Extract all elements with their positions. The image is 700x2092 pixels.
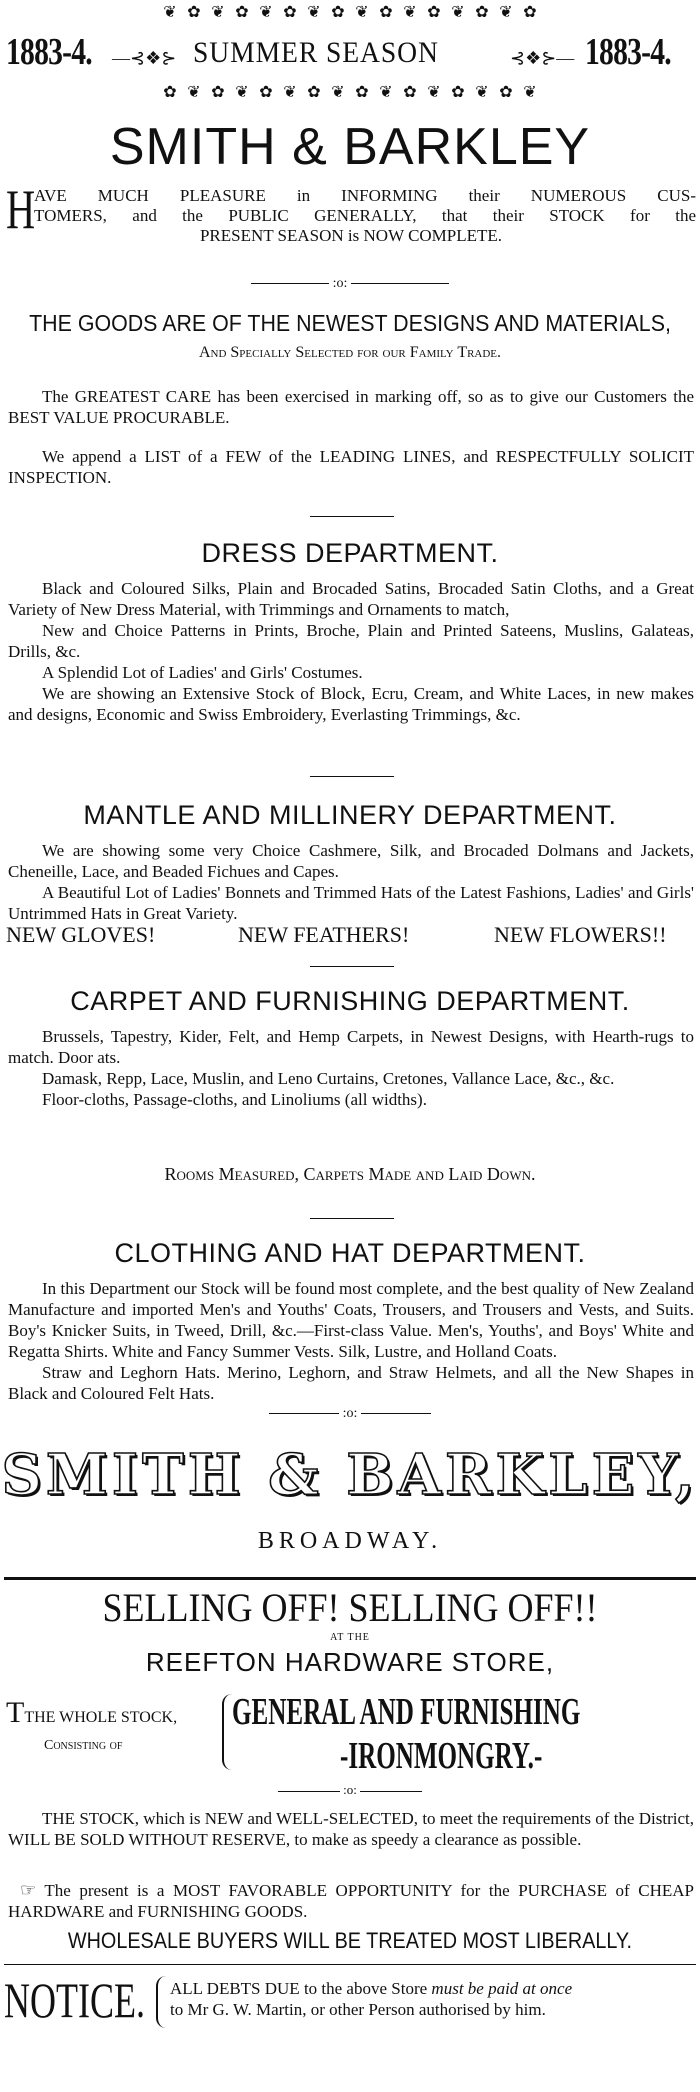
ornament-border-top: ❦ ✿ ❦ ✿ ❦ ✿ ❦ ✿ ❦ ✿ ❦ ✿ ❦ ✿ ❦ ✿	[163, 4, 537, 21]
whole-stock-text: TTHE WHOLE STOCK,	[6, 1696, 178, 1729]
consisting-of: Consisting of	[44, 1738, 123, 1753]
carpet-p2: Damask, Repp, Lace, Muslin, and Leno Curtains, Cretones, Vallance Lace, &c., &c.	[42, 1069, 615, 1088]
new-gloves: NEW GLOVES!	[6, 922, 156, 947]
notice-bracket	[156, 1976, 168, 2028]
store-name: REEFTON HARDWARE STORE,	[145, 1647, 555, 1677]
notice-heading: NOTICE.	[4, 1972, 145, 2028]
dress-dept-body	[0, 578, 700, 725]
short-rule-4	[310, 1218, 394, 1219]
new-feathers: NEW FEATHERS!	[238, 922, 410, 947]
general-furnishing: GENERAL AND FURNISHING	[232, 1691, 581, 1733]
divider-2: :o:	[0, 1406, 700, 1422]
goods-subline: And Specially Selected for our Family Trade.	[198, 344, 502, 361]
intro-line-2: TOMERS, and the PUBLIC GENERALLY, that their STOCK for the	[34, 206, 696, 225]
notice-line-2: to Mr G. W. Martin, or other Person authorised by him.	[170, 2000, 546, 2019]
carpet-p3: Floor-cloths, Passage-cloths, and Linoliums (all widths).	[42, 1090, 427, 1109]
notice-text	[170, 1978, 696, 2020]
append-text: We append a LIST of a FEW of the LEADING LINES, and RESPECTFULLY SOLICIT INSPECTION.	[8, 447, 694, 487]
dash-ornament-left: —⊰❖⊱	[112, 48, 177, 68]
mantle-p2: A Beautiful Lot of Ladies' Bonnets and Trimmed Hats of the Latest Fashions, Ladies' and Girls' Untrimmed Hats in Great Variety.	[8, 883, 694, 923]
section-separator	[4, 1577, 696, 1580]
season-banner	[0, 28, 700, 78]
notice-separator	[4, 1964, 696, 1965]
rooms-measured-line: Rooms Measured, Carpets Made and Laid Down.	[164, 1164, 536, 1184]
short-rule-2	[310, 776, 394, 777]
new-flowers: NEW FLOWERS!!	[494, 922, 667, 947]
mantle-p1: We are showing some very Choice Cashmere, Silk, and Brocaded Dolmans and Jackets, Cheneille, Lace, and Beaded Fichues and Capes.	[8, 841, 694, 881]
append-paragraph	[0, 446, 700, 488]
intro-paragraph	[6, 179, 696, 252]
mantle-dept-body	[0, 840, 700, 924]
notice-line-1: ALL DEBTS DUE to the above Store must be paid at once	[170, 1979, 573, 1998]
ornament-border-bottom: ✿ ❦ ✿ ❦ ✿ ❦ ✿ ❦ ✿ ❦ ✿ ❦ ✿ ❦ ✿ ❦	[163, 84, 537, 101]
carpet-dept-body	[0, 1026, 700, 1110]
stock-text: THE STOCK, which is NEW and WELL-SELECTED, to meet the requirements of the District, WILL BE SOLD WITHOUT RESERVE, to make as speedy a clearance as possible.	[8, 1809, 694, 1849]
mantle-dept-title: MANTLE AND MILLINERY DEPARTMENT.	[83, 800, 617, 830]
clothing-p1: In this Department our Stock will be found most complete, and the best quality of New Zealand Manufacture and imported Men's and Youths' Coats, Trousers, and Trousers and Vests, and Suits. Boy's Knicker Suits, in Tweed, Drill, &c.—First-class Value. Men's, Youths', and Boys' White and Regatta Shirts. White and Fancy Summer Vests. Silk, Lustre, and Holland Coats.	[8, 1279, 694, 1361]
dress-dept-title: DRESS DEPARTMENT.	[201, 538, 499, 568]
year-right: 1883-4.	[585, 31, 671, 73]
wholesale-line: WHOLESALE BUYERS WILL BE TREATED MOST LIBERALLY.	[67, 1928, 633, 1953]
divider-3: :o:	[0, 1782, 700, 1798]
care-paragraph	[0, 386, 700, 428]
footer-place: BROADWAY.	[257, 1528, 443, 1554]
season-title: SUMMER SEASON	[193, 36, 439, 69]
care-text: The GREATEST CARE has been exercised in marking off, so as to give our Customers the BEST VALUE PROCURABLE.	[8, 387, 694, 427]
present-paragraph	[0, 1880, 700, 1922]
at-the-label: AT THE	[330, 1632, 370, 1643]
clothing-dept-body	[0, 1278, 700, 1404]
dress-p4: We are showing an Extensive Stock of Block, Ecru, Cream, and White Laces, in new makes and designs, Economic and Swiss Embroidery, Everlasting Trimmings, &c.	[8, 684, 694, 724]
short-rule-3	[310, 966, 394, 967]
short-rule-1	[310, 516, 394, 517]
selling-off-headline: SELLING OFF! SELLING OFF!!	[102, 1585, 598, 1630]
intro-line-3: PRESENT SEASON is NOW COMPLETE.	[199, 226, 503, 245]
dress-p2: New and Choice Patterns in Prints, Broche, Plain and Printed Sateens, Muslins, Galateas, Drills, &c.	[8, 621, 694, 661]
carpet-p1: Brussels, Tapestry, Kider, Felt, and Hemp Carpets, in Newest Designs, with Hearth-rugs to match. Door ats.	[8, 1027, 694, 1067]
divider-1: :o:	[0, 276, 700, 292]
dash-ornament-right: ⊰❖⊱—	[510, 48, 575, 68]
pointing-hand-icon: ☞	[20, 1880, 37, 1900]
goods-headline: THE GOODS ARE OF THE NEWEST DESIGNS AND MATERIALS,	[29, 310, 671, 336]
clothing-p2: Straw and Leghorn Hats. Merino, Leghorn, and Straw Helmets, and all the New Shapes in Black and Coloured Felt Hats.	[8, 1363, 694, 1403]
carpet-dept-title: CARPET AND FURNISHING DEPARTMENT.	[70, 986, 630, 1016]
intro-line-1: AVE MUCH PLEASURE in INFORMING their NUMEROUS CUS-	[34, 186, 696, 205]
whole-stock-block	[0, 1690, 700, 1780]
present-text: ☞ The present is a MOST FAVORABLE OPPORTUNITY for the PURCHASE of CHEAP HARDWARE and FURNISHING GOODS.	[8, 1880, 694, 1921]
notice-block	[0, 1970, 700, 2040]
firm-name-heading: SMITH & BARKLEY	[109, 118, 591, 176]
stock-paragraph	[0, 1808, 700, 1850]
drop-cap: H	[6, 179, 36, 241]
dress-p1: Black and Coloured Silks, Plain and Brocaded Satins, Brocaded Satin Cloths, and a Great Variety of New Dress Material, with Trimmings and Ornaments to match,	[8, 579, 694, 619]
footer-firm-name: SMITH & BARKLEY,	[1, 1442, 699, 1508]
new-items-line	[0, 920, 700, 950]
dress-p3: A Splendid Lot of Ladies' and Girls' Costumes.	[42, 663, 363, 682]
year-left: 1883-4.	[6, 31, 92, 73]
clothing-dept-title: CLOTHING AND HAT DEPARTMENT.	[114, 1238, 586, 1268]
ironmongry: -IRONMONGRY.-	[340, 1735, 543, 1777]
